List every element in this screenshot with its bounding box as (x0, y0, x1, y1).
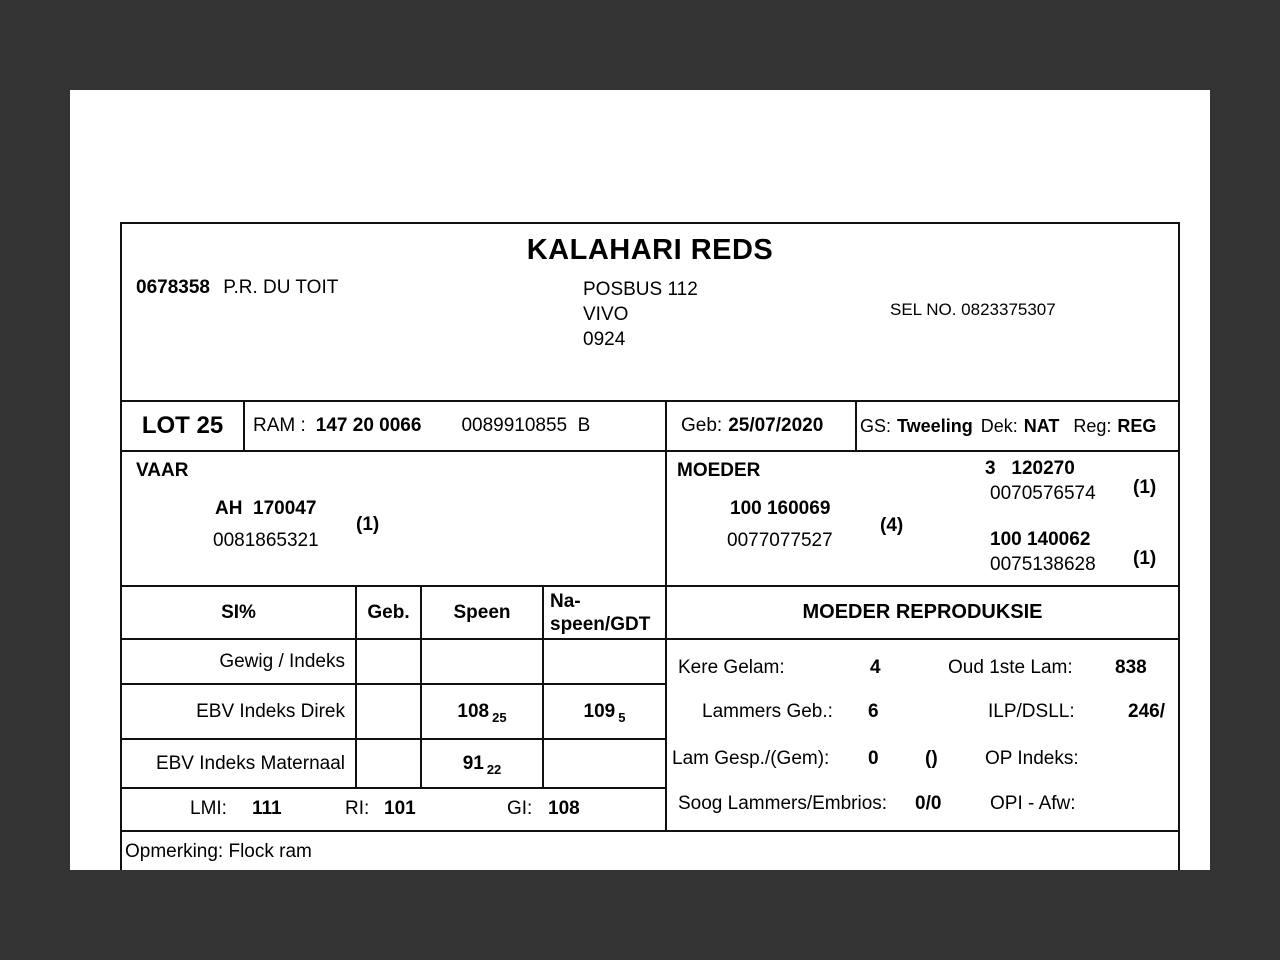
naspeen-cell (544, 640, 665, 683)
col-header-si: SI% (122, 587, 357, 638)
row-label: EBV Indeks Direk (122, 685, 357, 738)
table-row (122, 740, 665, 789)
geb-cell (357, 740, 422, 787)
status-cell (857, 402, 1178, 450)
document-page (70, 90, 1210, 870)
index-table-header (122, 587, 665, 640)
moeder-registration: 0077077527 (727, 530, 833, 551)
vaar-label: VAAR (136, 460, 189, 481)
remark-text: Opmerking: Flock ram (125, 841, 312, 862)
moeder-label: MOEDER (677, 460, 761, 481)
speen-cell: 91 22 (422, 740, 544, 787)
cell-number: SEL NO. 0823375307 (890, 300, 1056, 319)
soog-lammers-label: Soog Lammers/Embrios: (678, 793, 888, 814)
address-block (583, 277, 698, 352)
naspeen-cell: 109 5 (583, 700, 626, 725)
lammers-geb-value: 6 (868, 701, 879, 722)
row-label: EBV Indeks Maternaal (122, 740, 357, 787)
parents-section (122, 452, 1178, 585)
soog-lammers-value: 0/0 (915, 793, 942, 814)
moeder-dam-registration: 0075138628 (990, 554, 1096, 575)
vaar-id: AH 170047 (215, 498, 317, 519)
reproduction-panel (667, 587, 1178, 830)
moeder-flag: (4) (880, 515, 904, 536)
reg-value: REG (1117, 415, 1157, 436)
dam-cell (667, 452, 1178, 585)
vaar-registration: 0081865321 (213, 530, 319, 551)
row-label: Gewig / Indeks (122, 640, 357, 683)
geb-date: 25/07/2020 (728, 415, 824, 436)
dek-value: NAT (1023, 415, 1060, 436)
dek-label: Dek: (980, 415, 1018, 436)
geb-cell (357, 685, 422, 738)
lam-gesp-paren: () (925, 748, 938, 769)
breeder-line (136, 277, 338, 299)
table-row (122, 685, 665, 740)
address-line: 0924 (583, 329, 626, 350)
op-indeks-label: OP Indeks: (985, 748, 1079, 769)
ram-registration: 0089910855 B (461, 415, 591, 436)
moeder-dam-id: 100 140062 (990, 529, 1091, 550)
lot-card (120, 222, 1180, 870)
index-table (122, 587, 667, 830)
reproduction-body (667, 640, 1178, 830)
lam-gesp-label: Lam Gesp./(Gem): (672, 748, 830, 769)
lot-row (122, 400, 1178, 452)
oud-1ste-lam-value: 838 (1115, 657, 1147, 678)
lmi-label: LMI: (190, 798, 227, 819)
moeder-id: 100 160069 (730, 498, 831, 519)
ri-value: 101 (384, 798, 416, 819)
kere-gelam-label: Kere Gelam: (678, 657, 785, 678)
col-header-speen: Speen (422, 587, 544, 638)
vaar-flag: (1) (356, 514, 380, 535)
table-row (122, 640, 665, 685)
address-line: VIVO (583, 304, 629, 325)
col-header-geb: Geb. (357, 587, 422, 638)
kere-gelam-value: 4 (870, 657, 881, 678)
ilp-dsll-value: 246/ (1128, 701, 1165, 722)
speen-cell (422, 640, 544, 683)
ram-label: RAM : (253, 415, 306, 436)
lmi-value: 111 (252, 798, 282, 819)
reg-label: Reg: (1073, 415, 1112, 436)
gi-value: 108 (548, 798, 580, 819)
gs-label: GS: (860, 415, 892, 436)
remark-section (122, 832, 1178, 870)
moeder-sire-flag: (1) (1133, 477, 1157, 498)
ri-label: RI: (345, 798, 370, 819)
lam-gesp-value: 0 (868, 748, 879, 769)
ram-cell (245, 402, 667, 450)
moeder-sire-id: 3 120270 (985, 458, 1075, 479)
sire-cell (122, 452, 667, 585)
breeder-name: P.R. DU TOIT (223, 277, 339, 298)
speen-cell: 108 25 (422, 685, 544, 738)
moeder-sire-registration: 0070576574 (990, 483, 1096, 504)
summary-indexes-row (122, 789, 665, 830)
header-section (122, 224, 1178, 400)
ram-id: 147 20 0066 (315, 415, 422, 436)
breeder-number: 0678358 (136, 277, 210, 298)
opi-afw-label: OPI - Afw: (990, 793, 1076, 814)
naspeen-cell (544, 740, 665, 787)
birthdate-cell (667, 402, 857, 450)
main-section (122, 585, 1178, 832)
reproduction-title: MOEDER REPRODUKSIE (667, 587, 1178, 640)
ilp-dsll-label: ILP/DSLL: (988, 701, 1075, 722)
col-header-naspeen: Na- speen/GDT (550, 590, 651, 635)
oud-1ste-lam-label: Oud 1ste Lam: (948, 657, 1073, 678)
geb-cell (357, 640, 422, 683)
address-line: POSBUS 112 (583, 279, 698, 300)
lot-number: LOT 25 (122, 402, 245, 450)
moeder-dam-flag: (1) (1133, 548, 1157, 569)
gi-label: GI: (507, 798, 533, 819)
breed-title: KALAHARI REDS (526, 234, 774, 266)
geb-label: Geb: (681, 415, 723, 436)
lammers-geb-label: Lammers Geb.: (702, 701, 833, 722)
gs-value: Tweeling (897, 415, 973, 436)
